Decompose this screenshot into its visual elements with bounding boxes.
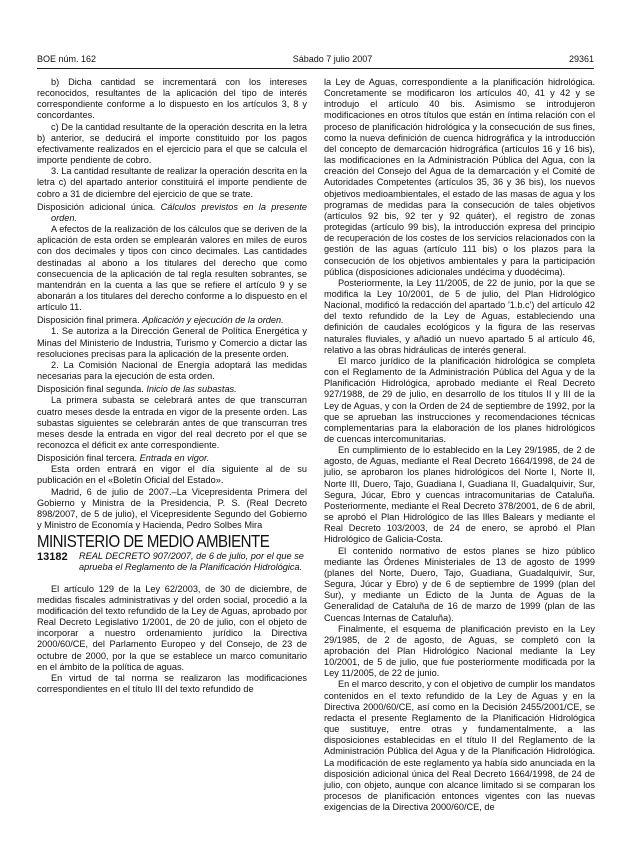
header-page-number: 29361 (568, 54, 594, 64)
paragraph: En el marco descrito, y con el objetivo de cumplir los mandatos contenidos en el texto refundido de la Ley de Aguas y en la Directiva 2000/60/CE, así como en la Decisión 2455/2001/CE, se redacta el presente Reglamento de la Planificación Hidrológica que sustituye, entre otras y fundamentalmente, a las disposiciones establecidas en el título II del Reglamento de la Administración Pública del Agua y de la Planificación Hidrológica. La modificación de este reglamento ya había sido anunciada en la disposición adicional única del Real Decreto 1664/1998, de 24 de julio, con objeto, aunque con alcance limitado si se comparan los procesos de planificación entonces vigentes con las nuevas exigencias de la Directiva 2000/60/CE, de (324, 679, 595, 813)
paragraph: la Ley de Aguas, correspondiente a la planificación hidrológica. Concretamente se modificaron los artículos 40, 41 y 42 y se introdujo el artículo 40 bis. Asimismo se introdujeron modificaciones en otros títulos que están en íntima relación con el proceso de planificación hidrológica y la consecución de sus fines, como la nueva definición de cuenca hidrográfica y la introducción del concepto de demarcación hidrográfica (artículos 16 y 16 bis), las modificaciones en la Administración Pública del Agua, con la creación del Consejo del Agua de la demarcación y el Comité de Autoridades Competentes (artículos 35, 36 y 36 bis), los nuevos objetivos medioambientales, el estado de las masas de agua y los programas de medidas para la consecución de tales objetivos (artículos 92 bis, 92 ter y 92 quáter), el registro de zonas protegidas (artículo 99 bis), la introducción expresa del principio de recuperación de los costes de los servicios relacionados con la gestión de las aguas (artículo 111 bis) o los plazos para la consecución de los objetivos ambientales y para la participación pública (disposiciones adicionales undécima y duodécima). (324, 77, 595, 277)
disposition-label: Disposición final tercera. (37, 453, 138, 464)
paragraph: La primera subasta se celebrará antes de que transcurran cuatro meses desde la entrada en vigor de la presente orden. Las subastas siguientes se celebrarán antes de que transcurran tres meses desde la entrada en vigor del real decreto por el que se reconozca el déficit ex ante correspondiente. (37, 395, 307, 450)
paragraph: 3. La cantidad resultante de realizar la operación descrita en la letra c) del apartado anterior constituirá el importe pendiente de cobro a 31 de diciembre del ejercicio de que se trate. (37, 166, 307, 199)
ministry-heading: MINISTERIO DE MEDIO AMBIENTE (37, 531, 270, 552)
page-header (37, 52, 594, 66)
paragraph: Esta orden entrará en vigor el día siguiente al de su publicación en el «Boletín Oficial del Estado». (37, 464, 307, 486)
paragraph: En cumplimiento de lo establecido en la Ley 29/1985, de 2 de agosto, de Aguas, mediante el Real Decreto 1664/1998, de 24 de julio, se aprobaron los planes hidrológicos del Norte I, Norte II, Norte III, Duero, Tajo, Guadiana I, Guadiana II, Guadalquivir, Sur, Segura, Júcar, Ebro y cuencas intracomunitarias de Cataluña. Posteriormente, mediante el Real Decreto 378/2001, de 6 de abril, se aprobó el Plan Hidrológico de las Illes Balears y mediante el Real Decreto 103/2003, de 24 de enero, se aprobó el Plan Hidrológico de Galicia-Costa. (324, 445, 595, 545)
paragraph: El contenido normativo de estos planes se hizo público mediante las Órdenes Ministeriales de 13 de agosto de 1999 (planes del Norte, Duero, Tajo, Guadiana, Guadalquivir, Sur, Segura, Júcar y Ebro) y de 6 de septiembre de 1999 (plan del Sur), y mediante un Edicto de la Junta de Aguas de la Generalidad de Cataluña de 16 de marzo de 1999 (plan de las Cuencas Internas de Cataluña). (324, 545, 595, 623)
disposition-title: Aplicación y ejecución de la orden. (142, 315, 284, 326)
disposition-title: Inicio de las subastas. (146, 384, 237, 395)
paragraph: 1. Se autoriza a la Dirección General de Política Energética y Minas del Ministerio de Industria, Turismo y Comercio a dictar las resoluciones precisas para la aplicación de la presente orden. (37, 326, 307, 359)
header-date: Sábado 7 julio 2007 (292, 54, 373, 64)
paragraph: b) Dicha cantidad se incrementará con los intereses reconocidos, resultantes de la aplicación del tipo de interés correspondiente conforme a lo dispuesto en los artículos 3, 8 y concordantes. (37, 77, 307, 121)
disposition-title: Entrada en vigor. (139, 453, 210, 464)
disposition-label: Disposición adicional única. (37, 201, 156, 212)
paragraph: 2. La Comisión Nacional de Energía adoptará las medidas necesarias para la ejecución de esta orden. (37, 359, 307, 382)
disposition-heading (37, 384, 307, 395)
paragraph: Finalmente, el esquema de planificación previsto en la Ley 29/1985, de 2 de agosto, de Aguas, se completó con la aprobación del Plan Hidrológico Nacional mediante la Ley 10/2001, de 5 de julio, que fue posteriormente modificada por la Ley 11/2005, de 22 de junio. (324, 623, 595, 679)
decree-heading (37, 551, 307, 573)
disposition-heading (37, 315, 307, 326)
paragraph: El artículo 129 de la Ley 62/2003, de 30 de diciembre, de medidas fiscales administrativas y del orden social, procedió a la modificación del texto refundido de la Ley de Aguas, aprobado por Real Decreto Legislativo 1/2001, de 20 de julio, con el objeto de incorporar a nuestro ordenamiento jurídico la Directiva 2000/60/CE, del Parlamento Europeo y del Consejo, de 23 de octubre de 2000, por la que se establece un marco comunitario en el ámbito de la política de aguas. (37, 583, 307, 672)
paragraph: Posteriormente, la Ley 11/2005, de 22 de junio, por la que se modifica la Ley 10/2001, de 5 de julio, del Plan Hidrológico Nacional, modificó la redacción del apartado '1.b.c') del artículo 42 del texto refundido de la Ley de Aguas, estableciendo una definición de caudales ecológicos y la figura de las reservas naturales fluviales, y añadió un nuevo apartado 5 al artículo 46, relativo a las obras hidráulicas de interés general. (324, 277, 595, 355)
header-bulletin-number: BOE núm. 162 (37, 54, 97, 64)
header-rule (37, 68, 594, 69)
disposition-title: Cálculos previstos en la presente orden. (51, 201, 307, 223)
paragraph: A efectos de la realización de los cálculos que se deriven de la aplicación de esta orden se emplearán valores en miles de euros con dos decimales y tipos con cinco decimales. Las cantidades destinadas al abono a los titulares del derecho que como consecuencia de la aplicación de tal regla resulten sobrantes, se mantendrán en la cuenta a las que se refiere el artículo 9 y se abonarán a los titulares del derecho conforme a lo dispuesto en el artículo 11. (37, 224, 307, 313)
disposition-heading (37, 202, 307, 224)
left-column (37, 77, 307, 695)
paragraph: c) De la cantidad resultante de la operación descrita en la letra b) anterior, se deducirá el importe constituido por los pagos efectivamente realizados en el ejercicio para el que se calcula el importe pendiente de cobro. (37, 121, 307, 166)
disposition-heading (37, 453, 307, 464)
paragraph: El marco jurídico de la planificación hidrológica se completa con el Reglamento de la Administración Pública del Agua y de la Planificación Hidrológica, aprobado mediante el Real Decreto 927/1988, de 29 de julio, en desarrollo de los títulos II y III de la Ley de Aguas, y con la Orden de 24 de septiembre de 1992, por la que se aprueban las instrucciones y recomendaciones técnicas complementarias para la elaboración de los planes hidrológicos de cuencas intercomunitarias. (324, 355, 595, 444)
decree-title: REAL DECRETO 907/2007, de 6 de julio, por el que se aprueba el Reglamento de la Planificación Hidrológica. (79, 551, 304, 573)
decree-number: 13182 (37, 551, 68, 564)
signature-paragraph: Madrid, 6 de julio de 2007.–La Vicepresidenta Primera del Gobierno y Ministra de la Presidencia, P. S. (Real Decreto 898/2007, de 5 de julio), el Vicepresidente Segundo del Gobierno y Ministro de Economía y Hacienda, Pedro Solbes Mira (37, 486, 307, 531)
paragraph: En virtud de tal norma se realizaron las modificaciones correspondientes en el título III del texto refundido de (37, 672, 307, 694)
right-column (324, 77, 595, 813)
disposition-label: Disposición final segunda. (37, 384, 144, 395)
disposition-label: Disposición final primera. (37, 315, 140, 326)
